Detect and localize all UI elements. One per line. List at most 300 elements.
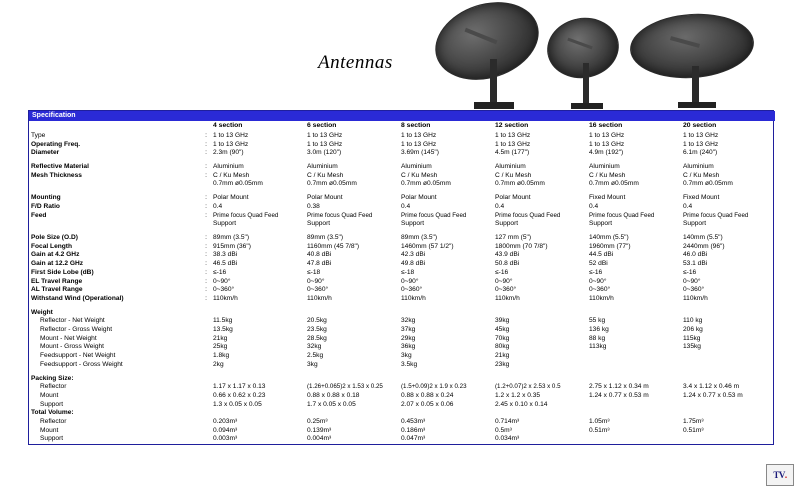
table-header-column-3 — [399, 111, 493, 121]
satellite-dish-icon — [630, 14, 760, 108]
row-value-col-1: 0.66 x 0.62 x 0.23 — [213, 391, 266, 399]
row-value-col-6: Fixed Mount — [683, 194, 720, 202]
row-colon — [201, 401, 211, 410]
row-colon — [201, 409, 211, 418]
row-label: Withstand Wind (Operational) — [31, 294, 124, 302]
row-value-col-3: 42.3 dBi — [401, 251, 426, 259]
row-value-col-4: 4.5m (177") — [495, 149, 530, 157]
logo-text: TV — [773, 470, 785, 480]
table-row — [29, 286, 775, 295]
table-row — [29, 418, 775, 427]
row-value-col-4: 110km/h — [495, 294, 520, 302]
table-row — [29, 132, 775, 141]
dish-reflector-shape — [425, 0, 549, 93]
table-header-row — [29, 111, 775, 121]
row-value-col-1: 1.3 x 0.05 x 0.05 — [213, 400, 262, 408]
row-value-col-5: 0~360° — [589, 286, 611, 294]
row-label: Diameter — [31, 149, 60, 157]
row-value-col-4: 45kg — [495, 326, 510, 334]
row-value-col-5: 1.05m³ — [589, 418, 610, 426]
row-value-col-3 — [399, 309, 493, 318]
row-value-col-1: Polar Mount — [213, 194, 249, 202]
row-value-col-3: Polar Mount — [401, 194, 437, 202]
row-value-col-5: 55 kg — [589, 317, 606, 325]
row-label: Feedsupport - Net Weight — [40, 352, 116, 360]
row-value-col-6: 53.1 dBi — [683, 260, 708, 268]
row-colon: : — [205, 171, 207, 179]
row-value-col-4: 0.5m³ — [495, 426, 512, 434]
row-value-col-3: 0.186m³ — [401, 426, 426, 434]
table-row — [29, 149, 775, 158]
row-value-col-2: Polar Mount — [307, 194, 343, 202]
table-row — [29, 141, 775, 150]
row-value-col-5: 110km/h — [589, 294, 614, 302]
row-value-col-3: 3.69m (145") — [401, 149, 439, 157]
row-value-col-2: 0.38 — [307, 202, 320, 210]
row-value-col-6: 1 to 13 GHz — [683, 140, 719, 148]
row-value-col-5: Support — [589, 220, 613, 228]
row-value-col-6: Prime focus Quad Feed — [683, 211, 749, 219]
table-row — [29, 309, 775, 318]
row-value-col-3: Aluminium — [401, 163, 432, 171]
row-label: First Side Lobe (dB) — [31, 268, 94, 276]
row-value-col-5: 113kg — [589, 343, 607, 351]
row-value-col-5: 0.4 — [589, 202, 599, 210]
row-value-col-3: 2.07 x 0.05 x 0.06 — [401, 400, 454, 408]
row-value-col-3: 0~90° — [401, 277, 419, 285]
row-value-col-2: ≤-18 — [307, 268, 321, 276]
table-row — [29, 326, 775, 335]
table-header-column-1 — [211, 111, 305, 121]
row-value-col-6: 1.24 x 0.77 x 0.53 m — [683, 391, 743, 399]
row-value-col-4: C / Ku Mesh — [495, 171, 532, 179]
row-label: Operating Freq. — [31, 140, 81, 148]
row-value-col-3: 49.8 dBi — [401, 260, 426, 268]
row-value-col-3: 0.4 — [401, 202, 411, 210]
row-value-col-4: 1 to 13 GHz — [495, 131, 531, 139]
dish-mast-shape — [692, 66, 699, 106]
row-label: AL Travel Range — [31, 286, 83, 294]
row-colon — [201, 418, 211, 427]
row-value-col-3 — [399, 409, 493, 418]
row-value-col-6 — [681, 361, 775, 370]
row-value-col-4: Aluminium — [495, 163, 526, 171]
specification-table-container — [28, 110, 774, 445]
table-header-column-6 — [681, 111, 775, 121]
row-value-col-2: 1 to 13 GHz — [307, 131, 343, 139]
table-row — [29, 260, 775, 269]
row-value-col-2: 32kg — [307, 343, 322, 351]
row-value-col-6 — [681, 409, 775, 418]
column-title-5: 16 section — [589, 122, 623, 129]
row-label: F/D Ratio — [31, 202, 60, 210]
row-colon: : — [205, 242, 207, 250]
row-label: Mount — [40, 391, 59, 399]
row-value-col-2: 0~90° — [307, 277, 325, 285]
row-value-col-2: 20.5kg — [307, 317, 327, 325]
row-value-col-2: 0.88 x 0.88 x 0.18 — [307, 391, 360, 399]
row-value-col-6: 0~90° — [683, 277, 701, 285]
row-label: Gain at 4.2 GHz — [31, 251, 80, 259]
page-title: Antennas — [318, 52, 393, 73]
row-value-col-3: 0~360° — [401, 286, 423, 294]
table-row — [29, 234, 775, 243]
row-value-col-1: 46.5 dBi — [213, 260, 238, 268]
row-value-col-3: 36kg — [401, 343, 416, 351]
row-value-col-6: 3.4 x 1.12 x 0.46 m — [683, 383, 740, 391]
table-row — [29, 352, 775, 361]
row-value-col-3: 1 to 13 GHz — [401, 131, 437, 139]
row-value-col-4: Polar Mount — [495, 194, 531, 202]
row-value-col-2: 23.5kg — [307, 326, 327, 334]
row-value-col-2: 1 to 13 GHz — [307, 140, 343, 148]
table-row — [29, 163, 775, 172]
satellite-dish-icon — [545, 18, 625, 108]
row-value-col-1: Aluminium — [213, 163, 244, 171]
row-value-col-6 — [681, 375, 775, 384]
row-label: Reflective Material — [31, 163, 89, 171]
row-value-col-6: 115kg — [683, 334, 701, 342]
row-value-col-6: 110 kg — [683, 317, 703, 325]
row-value-col-6: 1.75m³ — [683, 418, 704, 426]
row-value-col-1: Prime focus Quad Feed — [213, 211, 279, 219]
row-label: Total Volume: — [31, 409, 74, 417]
row-label — [29, 180, 201, 189]
table-row — [29, 335, 775, 344]
dish-mast-shape — [583, 63, 589, 107]
row-value-col-5: 0.51m³ — [589, 426, 610, 434]
dish-base-shape — [571, 103, 603, 109]
row-value-col-4: 23kg — [495, 360, 510, 368]
row-value-col-5: 52 dBi — [589, 260, 608, 268]
row-value-col-3: 37kg — [401, 326, 416, 334]
row-colon — [201, 180, 211, 189]
table-row — [29, 392, 775, 401]
row-colon: : — [205, 260, 207, 268]
row-value-col-1: 1.8kg — [213, 352, 230, 360]
row-value-col-5: 1 to 13 GHz — [589, 140, 625, 148]
row-value-col-5 — [587, 361, 681, 370]
column-title-3: 8 section — [401, 122, 431, 129]
header-illustration-area — [0, 0, 800, 108]
table-row — [29, 251, 775, 260]
row-value-col-2: 0~360° — [307, 286, 329, 294]
row-label: Reflector - Net Weight — [40, 317, 105, 325]
row-colon: : — [205, 251, 207, 259]
row-colon — [201, 317, 211, 326]
row-value-col-6: 206 kg — [683, 326, 703, 334]
row-value-col-2: 1.7 x 0.05 x 0.05 — [307, 400, 356, 408]
table-header-column-5 — [587, 111, 681, 121]
row-value-col-4 — [493, 309, 587, 318]
row-value-col-1: 0.003m³ — [213, 435, 238, 443]
row-label: Pole Size (O.D) — [31, 234, 78, 241]
table-row — [29, 278, 775, 287]
row-value-col-4: 127 mm (5") — [495, 234, 532, 241]
row-value-col-1: 0.7mm ø0.05mm — [213, 180, 263, 188]
row-colon: : — [205, 194, 207, 202]
row-value-col-5 — [587, 435, 681, 444]
row-value-col-6 — [681, 352, 775, 361]
row-value-col-4: 0~360° — [495, 286, 517, 294]
row-colon: : — [205, 202, 207, 210]
row-value-col-3: 89mm (3.5") — [401, 234, 438, 241]
row-value-col-2: 0.7mm ø0.05mm — [307, 180, 357, 188]
row-value-col-3: 110km/h — [401, 294, 426, 302]
row-colon: : — [205, 211, 207, 219]
table-row — [29, 295, 775, 304]
row-value-col-5: 2.75 x 1.12 x 0.34 m — [589, 383, 649, 391]
table-row — [29, 269, 775, 278]
row-value-col-3: 0.453m³ — [401, 418, 426, 426]
row-value-col-5 — [587, 352, 681, 361]
row-value-col-6: C / Ku Mesh — [683, 171, 720, 179]
row-label: Feed — [31, 211, 47, 219]
row-value-col-6: 135kg — [683, 343, 701, 351]
row-value-col-2: Support — [307, 220, 331, 228]
row-value-col-2: 3kg — [307, 360, 318, 368]
table-row — [29, 172, 775, 181]
table-row — [29, 212, 775, 221]
satellite-dish-icon — [430, 4, 550, 108]
row-value-col-1 — [211, 309, 305, 318]
row-colon: : — [205, 277, 207, 285]
row-label: Support — [40, 435, 64, 443]
row-value-col-4: 1.2 x 1.2 x 0.35 — [495, 391, 541, 399]
table-row — [29, 180, 775, 189]
row-value-col-1: 0~90° — [213, 277, 231, 285]
row-value-col-5 — [587, 375, 681, 384]
row-value-col-2: 110km/h — [307, 294, 332, 302]
row-value-col-5: 44.5 dBi — [589, 251, 614, 259]
row-value-col-4: 1 to 13 GHz — [495, 140, 531, 148]
row-value-col-6: Aluminium — [683, 163, 714, 171]
row-value-col-3: C / Ku Mesh — [401, 171, 438, 179]
row-value-col-4: (1.2+0.07)2 x 2.53 x 0.5 — [495, 383, 561, 391]
row-colon — [201, 335, 211, 344]
row-value-col-1: 0.094m³ — [213, 426, 238, 434]
table-row — [29, 220, 775, 229]
row-value-col-3: 3.5kg — [401, 360, 418, 368]
row-colon — [201, 326, 211, 335]
row-label: Focal Length — [31, 242, 73, 250]
table-row — [29, 317, 775, 326]
row-value-col-1: 2kg — [213, 360, 224, 368]
row-value-col-4: Prime focus Quad Feed — [495, 211, 561, 219]
row-label — [29, 220, 201, 229]
row-value-col-2: 89mm (3.5") — [307, 234, 344, 241]
row-colon — [201, 361, 211, 370]
row-value-col-1: 1 to 13 GHz — [213, 131, 249, 139]
row-value-col-4: 0.714m³ — [495, 418, 520, 426]
row-value-col-6: 0.4 — [683, 202, 693, 210]
row-value-col-4: Support — [495, 220, 519, 228]
row-label: Feedsupport - Gross Weight — [40, 360, 123, 368]
row-label: EL Travel Range — [31, 277, 83, 285]
row-value-col-1: 0~360° — [213, 286, 235, 294]
row-value-col-5: 1 to 13 GHz — [589, 131, 625, 139]
row-value-col-1: Support — [213, 220, 237, 228]
row-colon — [201, 435, 211, 444]
row-colon — [201, 220, 211, 229]
row-value-col-2: 40.8 dBi — [307, 251, 332, 259]
row-colon: : — [205, 286, 207, 294]
column-title-1: 4 section — [213, 122, 243, 129]
row-value-col-5 — [587, 309, 681, 318]
row-label: Mount - Net Weight — [40, 334, 97, 342]
row-label: Reflector — [40, 418, 67, 426]
dish-base-shape — [678, 102, 716, 108]
table-row — [29, 383, 775, 392]
row-value-col-2: 1160mm (45 7/8") — [307, 242, 360, 250]
row-value-col-4: 70kg — [495, 334, 510, 342]
row-value-col-3: (1.5+0.09)2 x 1.9 x 0.23 — [401, 383, 467, 391]
row-value-col-4: 0~90° — [495, 277, 513, 285]
row-value-col-1: 110km/h — [213, 294, 238, 302]
row-value-col-5: 1.24 x 0.77 x 0.53 m — [589, 391, 649, 399]
row-value-col-3: 1 to 13 GHz — [401, 140, 437, 148]
row-value-col-4: 43.9 dBi — [495, 251, 520, 259]
row-value-col-1: 0.4 — [213, 202, 223, 210]
row-value-col-5: Aluminium — [589, 163, 620, 171]
row-value-col-5: 140mm (5.5") — [589, 234, 629, 241]
table-row — [29, 427, 775, 436]
row-colon: : — [205, 234, 207, 241]
table-row — [29, 343, 775, 352]
row-value-col-4: 39kg — [495, 317, 510, 325]
row-value-col-4: 50.8 dBi — [495, 260, 520, 268]
row-value-col-4: 21kg — [495, 352, 510, 360]
row-label: Gain at 12.2 GHz — [31, 260, 84, 268]
row-value-col-4 — [493, 409, 587, 418]
row-value-col-2: (1.26+0.065)2 x 1.53 x 0.25 — [307, 383, 383, 391]
row-value-col-1 — [211, 409, 305, 418]
row-value-col-5: 136 kg — [589, 326, 609, 334]
row-label: Type — [31, 131, 46, 139]
row-value-col-3: 0.7mm ø0.05mm — [401, 180, 451, 188]
table-header-column-2 — [305, 111, 399, 121]
row-value-col-4: ≤-16 — [495, 268, 509, 276]
row-colon — [201, 343, 211, 352]
row-value-col-6 — [681, 401, 775, 410]
row-value-col-2 — [305, 375, 399, 384]
row-value-col-1: 2.3m (90") — [213, 149, 244, 157]
row-label: Support — [40, 400, 64, 408]
row-label: Reflector - Gross Weight — [40, 326, 113, 334]
row-value-col-2 — [305, 309, 399, 318]
row-value-col-1: 38.3 dBi — [213, 251, 238, 259]
row-colon: : — [205, 163, 207, 171]
row-value-col-6 — [681, 435, 775, 444]
row-value-col-5: Prime focus Quad Feed — [589, 211, 655, 219]
column-title-2: 6 section — [307, 122, 337, 129]
row-value-col-5 — [587, 409, 681, 418]
row-value-col-6: ≤-16 — [683, 268, 697, 276]
row-value-col-1: ≤-16 — [213, 268, 227, 276]
row-value-col-2: 0.004m³ — [307, 435, 332, 443]
row-label: Reflector — [40, 383, 67, 391]
row-value-col-6: 6.1m (240") — [683, 149, 718, 157]
row-value-col-5: Fixed Mount — [589, 194, 626, 202]
row-label: Mounting — [31, 194, 61, 202]
row-value-col-4: 2.45 x 0.10 x 0.14 — [495, 400, 548, 408]
dish-mast-shape — [490, 59, 497, 107]
row-label: Weight — [31, 308, 53, 316]
row-value-col-5: 0.7mm ø0.05mm — [589, 180, 639, 188]
row-value-col-6: Support — [683, 220, 707, 228]
row-colon: : — [205, 294, 207, 302]
row-value-col-5: 1960mm (77") — [589, 242, 631, 250]
row-value-col-1: 915mm (36") — [213, 242, 251, 250]
dish-base-shape — [474, 102, 514, 109]
row-value-col-3: 0.047m³ — [401, 435, 426, 443]
row-value-col-2: 2.5kg — [307, 352, 324, 360]
row-value-col-6: 2440mm (96") — [683, 242, 725, 250]
row-value-col-6 — [681, 309, 775, 318]
row-value-col-4: 1800mm (70 7/8") — [495, 242, 548, 250]
row-value-col-4: 80kg — [495, 343, 510, 351]
row-value-col-6: 0.7mm ø0.05mm — [683, 180, 733, 188]
row-value-col-1 — [211, 375, 305, 384]
column-titles-blank — [29, 121, 201, 132]
table-row — [29, 243, 775, 252]
row-label: Mount - Gross Weight — [40, 343, 105, 351]
table-row — [29, 401, 775, 410]
row-value-col-6: 0.51m³ — [683, 426, 704, 434]
row-colon: : — [205, 149, 207, 157]
row-value-col-2: Aluminium — [307, 163, 338, 171]
row-value-col-1: 1 to 13 GHz — [213, 140, 249, 148]
column-title-4: 12 section — [495, 122, 529, 129]
row-value-col-1: 1.17 x 1.17 x 0.13 — [213, 383, 266, 391]
row-value-col-5: 88 kg — [589, 334, 606, 342]
row-value-col-5: 4.9m (192") — [589, 149, 624, 157]
row-value-col-2 — [305, 409, 399, 418]
row-value-col-1: 89mm (3.5") — [213, 234, 250, 241]
column-title-6: 20 section — [683, 122, 717, 129]
row-value-col-1: 13.5kg — [213, 326, 233, 334]
row-value-col-2: C / Ku Mesh — [307, 171, 344, 179]
row-value-col-5: 0~90° — [589, 277, 607, 285]
row-value-col-2: 0.25m³ — [307, 418, 328, 426]
row-value-col-2: 28.5kg — [307, 334, 327, 342]
column-titles-colon — [201, 121, 211, 132]
row-colon — [201, 392, 211, 401]
row-label: Mesh Thickness — [31, 171, 82, 179]
column-titles-row — [29, 121, 775, 132]
row-value-col-3: 3kg — [401, 352, 412, 360]
table-header-specification: Specification — [29, 111, 201, 121]
row-value-col-3: Prime focus Quad Feed — [401, 211, 467, 219]
row-colon: : — [205, 131, 207, 139]
table-row — [29, 409, 775, 418]
row-value-col-4: 0.4 — [495, 202, 505, 210]
row-colon: : — [205, 140, 207, 148]
row-value-col-5: C / Ku Mesh — [589, 171, 626, 179]
table-row — [29, 194, 775, 203]
row-label: Mount — [40, 426, 59, 434]
row-value-col-6: 140mm (5.5") — [683, 234, 723, 241]
row-value-col-1: 11.5kg — [213, 317, 233, 325]
table-row — [29, 435, 775, 444]
table-row — [29, 375, 775, 384]
row-colon — [201, 309, 211, 318]
row-value-col-4: 0.034m³ — [495, 435, 520, 443]
row-label: Packing Size: — [31, 374, 74, 382]
row-value-col-2: 3.0m (120") — [307, 149, 342, 157]
table-header-column-4 — [493, 111, 587, 121]
row-value-col-1: C / Ku Mesh — [213, 171, 250, 179]
